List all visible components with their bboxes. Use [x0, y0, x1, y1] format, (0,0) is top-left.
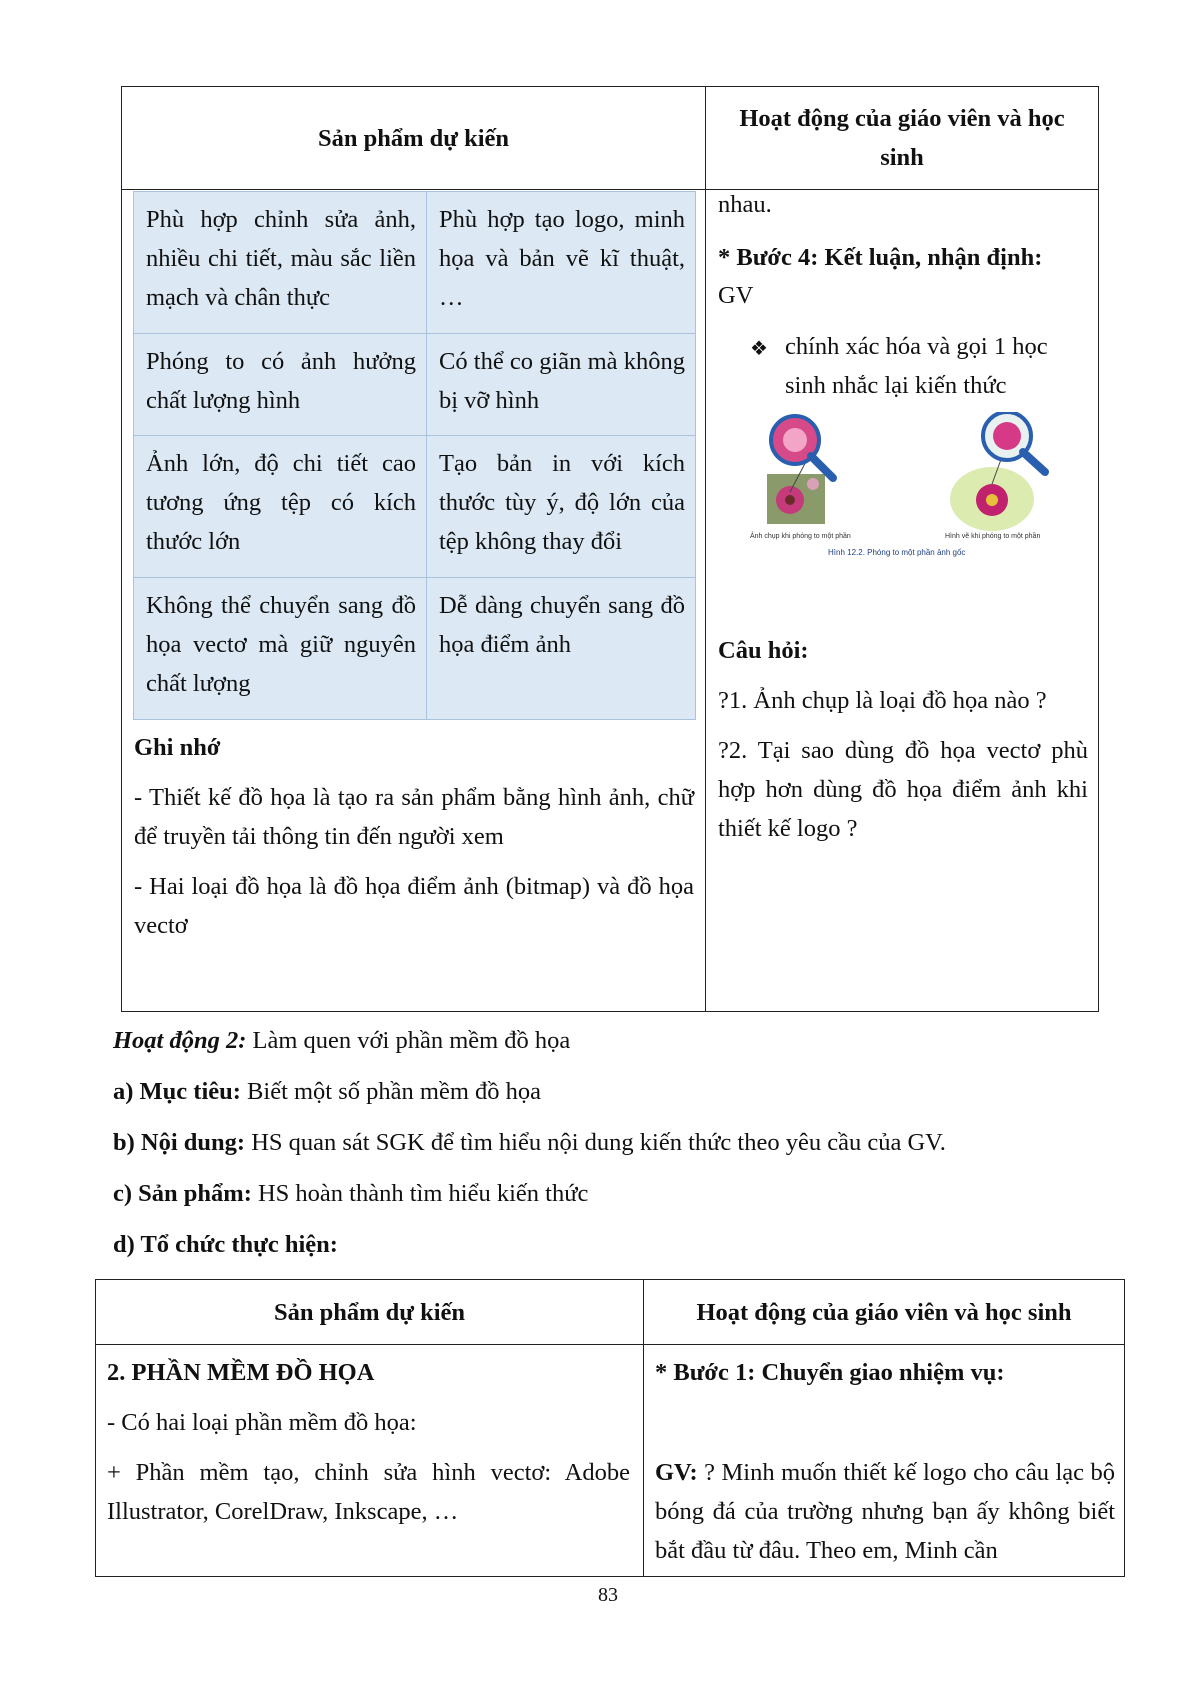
figure-caption-right: Hình vẽ khi phóng to một phần	[945, 533, 1041, 540]
objective-label: a) Mục tiêu:	[113, 1078, 241, 1105]
objective-text: Biết một số phần mềm đồ họa	[240, 1078, 542, 1105]
figure-title: Hình 12.2. Phóng to một phần ảnh gốc	[828, 548, 966, 557]
comparison-cell: Ảnh lớn, độ chi tiết cao tương ứng tệp có kích thước lớn	[134, 436, 427, 578]
diamond-bullet-icon: ❖	[750, 338, 768, 360]
header-teacher-student	[706, 87, 1099, 190]
section-title: 2. PHẦN MỀM ĐỒ HỌA	[107, 1359, 375, 1386]
ghi-nho-title: Ghi nhớ	[134, 734, 221, 761]
comparison-table	[133, 191, 696, 720]
step4-gv: GV	[718, 282, 754, 309]
ghi-nho-item-2: - Hai loại đồ họa là đồ họa điểm ảnh (bitmap) và đồ họa vectơ	[134, 873, 694, 939]
comparison-cell: Tạo bản in với kích thước tùy ý, độ lớn của tệp không thay đổi	[427, 436, 696, 578]
content-line	[113, 1123, 946, 1162]
header-teacher-student	[644, 1280, 1125, 1345]
organization-label: d) Tổ chức thực hiện:	[113, 1231, 338, 1258]
content-text: HS quan sát SGK để tìm hiểu nội dung kiến thức theo yêu cầu của GV.	[245, 1129, 946, 1156]
continued-text: nhau.	[718, 191, 772, 218]
header-left-text: Sản phẩm dự kiến	[273, 1298, 466, 1326]
gv-text: ? Minh muốn thiết kế logo cho câu lạc bộ bóng đá của trường nhưng bạn ấy không biết bắt đầu từ đâu. Theo em, Minh cần	[655, 1459, 1115, 1564]
product-line	[113, 1174, 588, 1213]
vector-software-line: + Phần mềm tạo, chỉnh sửa hình vectơ: Adobe Illustrator, CorelDraw, Inkscape, …	[107, 1459, 630, 1525]
step1-label: * Bước 1: Chuyển giao nhiệm vụ:	[655, 1359, 1005, 1386]
activity2-label: Hoạt động 2:	[113, 1027, 247, 1054]
step4-label: * Bước 4: Kết luận, nhận định:	[718, 244, 1043, 271]
questions-title: Câu hỏi:	[718, 637, 809, 664]
gv-task-text	[655, 1453, 1115, 1570]
ghi-nho-item-1: - Thiết kế đồ họa là tạo ra sản phẩm bằng hình ảnh, chữ để truyền tải thông tin đến người xem	[134, 784, 694, 850]
activity2-text: Làm quen với phần mềm đồ họa	[246, 1027, 571, 1054]
activity2-title	[113, 1021, 570, 1060]
bullet-text: chính xác hóa và gọi 1 học sinh nhắc lại kiến thức	[785, 333, 1048, 399]
software-types-line: - Có hai loại phần mềm đồ họa:	[107, 1409, 417, 1436]
content-label: b) Nội dung:	[113, 1129, 246, 1156]
product-text: HS hoàn thành tìm hiểu kiến thức	[251, 1180, 589, 1207]
page-number: 83	[598, 1584, 618, 1606]
question-2: ?2. Tại sao dùng đồ họa vectơ phù hợp hơn dùng đồ họa điểm ảnh khi thiết kế logo ?	[718, 737, 1088, 842]
product-label: c) Sản phẩm:	[113, 1180, 252, 1207]
comparison-cell: Phù hợp tạo logo, minh họa và bản vẽ kĩ thuật, …	[427, 192, 696, 334]
comparison-cell: Có thể co giãn mà không bị vỡ hình	[427, 334, 696, 436]
gv-label: GV:	[655, 1459, 698, 1486]
right-cell-content	[706, 190, 1099, 1012]
header-expected-product	[96, 1280, 644, 1345]
comparison-cell: Không thể chuyển sang đồ họa vectơ mà giữ nguyên chất lượng	[134, 578, 427, 720]
comparison-cell: Dễ dàng chuyển sang đồ họa điểm ảnh	[427, 578, 696, 720]
header-right-text: Hoạt động của giáo viên và học sinh	[739, 105, 1065, 171]
comparison-cell: Phóng to có ảnh hưởng chất lượng hình	[134, 334, 427, 436]
header-left-text: Sản phẩm dự kiến	[317, 124, 510, 152]
figure-caption-left: Ảnh chụp khi phóng to một phần	[750, 533, 851, 540]
header-expected-product	[122, 87, 706, 190]
comparison-cell: Phù hợp chỉnh sửa ảnh, nhiều chi tiết, màu sắc liền mạch và chân thực	[134, 192, 427, 334]
objective-line	[113, 1072, 541, 1111]
question-1: ?1. Ảnh chụp là loại đồ họa nào ?	[718, 687, 1047, 714]
header-right-text: Hoạt động của giáo viên và học sinh	[696, 1298, 1072, 1326]
